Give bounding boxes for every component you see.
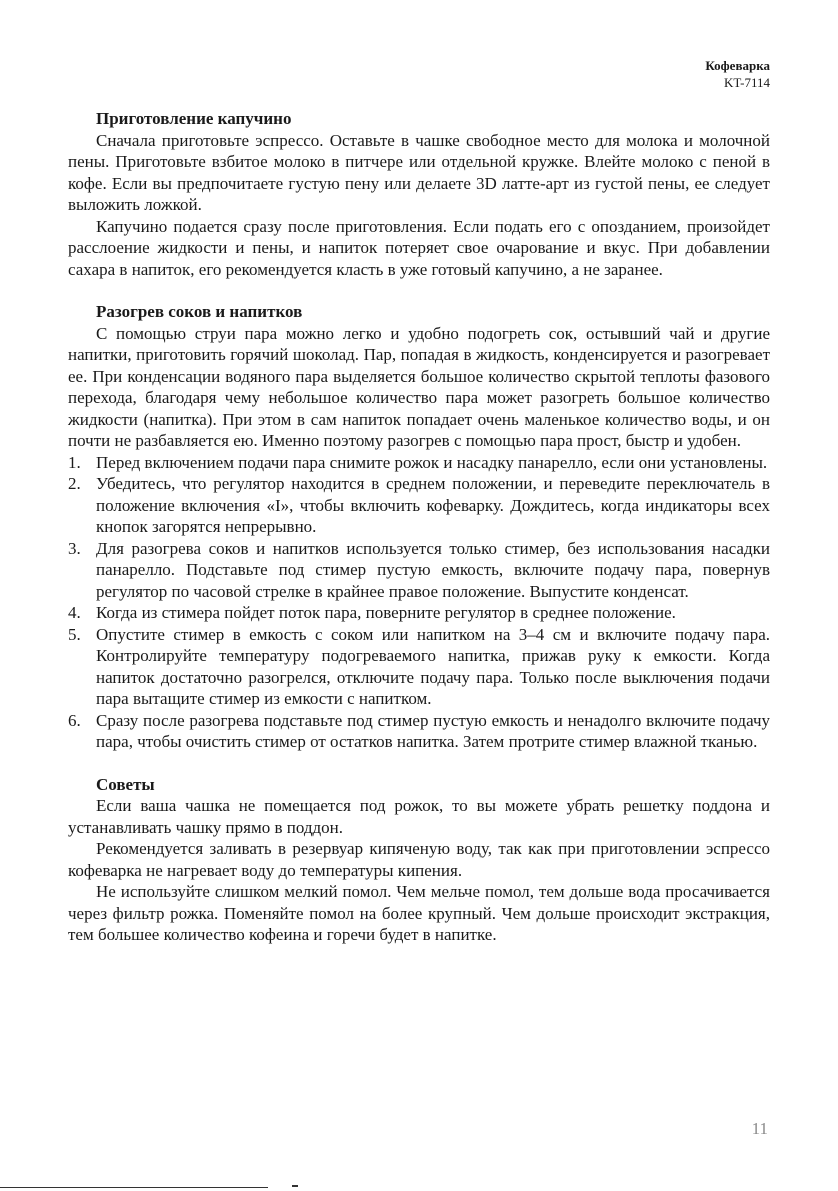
- list-text: Когда из стимера пойдет поток пара, поверните регулятор в среднее положение.: [96, 603, 676, 622]
- steps-list: [68, 452, 770, 753]
- footer-mark: [292, 1185, 298, 1187]
- document-body: [68, 108, 770, 967]
- paragraph: Рекомендуется заливать в резервуар кипяченую воду, так как при приготовлении эспрессо кофеварка не нагревает воду до температуры кипения.: [68, 839, 770, 880]
- page-number: 11: [751, 1119, 768, 1138]
- model-number: KT-7114: [724, 75, 770, 90]
- product-title: Кофеварка: [705, 58, 770, 73]
- section-heating: [68, 301, 770, 753]
- paragraph: Капучино подается сразу после приготовления. Если подать его с опозданием, произойдет расслоение жидкости и пены, и напиток потеряет свое очарование и вкус. При добавлении сахара в напиток, его рекомендуется класть в уже готовый капучино, а не заранее.: [68, 216, 770, 279]
- section-heading: Приготовление капучино: [96, 109, 292, 128]
- page-header: [705, 57, 770, 91]
- list-text: Перед включением подачи пара снимите рожок и насадку панарелло, если они установлены.: [96, 452, 768, 472]
- paragraph: Если ваша чашка не помещается под рожок, то вы можете убрать решетку поддона и устанавливать чашку прямо в поддон.: [68, 796, 770, 837]
- list-number: 4.: [68, 603, 81, 622]
- list-number: 5.: [68, 624, 81, 644]
- section-cappuccino: [68, 108, 770, 280]
- list-text: Для разогрева соков и напитков используется только стимер, без использования насадки панарелло. Подставьте под стимер пустую емкость, включите подачу пара, повернув регулятор по часовой стрелке в крайнее правое положение. Выпустите конденсат.: [96, 538, 770, 601]
- list-item: [68, 452, 770, 474]
- list-item: [68, 473, 770, 538]
- list-number: 6.: [68, 710, 81, 730]
- list-number: 2.: [68, 474, 81, 493]
- list-text: Сразу после разогрева подставьте под стимер пустую емкость и ненадолго включите подачу пара, чтобы очистить стимер от остатков напитка. Затем протрите стимер влажной тканью.: [96, 710, 770, 751]
- list-text: Убедитесь, что регулятор находится в среднем положении, и переведите переключатель в положение включения «I», чтобы включить кофеварку. Дождитесь, когда индикаторы всех кнопок загорятся непрерывно.: [96, 474, 770, 536]
- list-number: 1.: [68, 452, 81, 472]
- paragraph: Сначала приготовьте эспрессо. Оставьте в чашке свободное место для молока и молочной пены. Приготовьте взбитое молоко в питчере или отдельной кружке. Влейте молоко с пеной в кофе. Если вы предпочитаете густую пену или делаете 3D латте-арт из густой пены, ее следует выложить ложкой.: [68, 130, 770, 214]
- section-heading: Разогрев соков и напитков: [96, 302, 303, 321]
- list-item: [68, 602, 770, 624]
- list-item: [68, 624, 770, 710]
- footer-divider: [0, 1187, 268, 1188]
- list-number: 3.: [68, 538, 81, 558]
- section-heading: Советы: [96, 774, 155, 794]
- list-text: Опустите стимер в емкость с соком или напитком на 3–4 см и включите подачу пара. Контролируйте температуру подогреваемого напитка, прижав руку к емкости. Когда напиток достаточно разогрелся, отключите подачу пара. Только после выключения подачи пара вытащите стимер из емкости с напитком.: [96, 624, 770, 708]
- paragraph: С помощью струи пара можно легко и удобно подогреть сок, остывший чай и другие напитки, приготовить горячий шоколад. Пар, попадая в жидкость, конденсируется и разогревает ее. При конденсации водяного пара выделяется большое количество скрытой теплоты фазового перехода, благодаря чему небольшое количество пара может разогреть большое количество жидкости (напитка). При этом в сам напиток попадает очень маленькое количество воды, и он почти не разбавляется ею. Именно поэтому разогрев с помощью пара прост, быстр и удобен.: [68, 323, 770, 450]
- paragraph: Не используйте слишком мелкий помол. Чем мельче помол, тем дольше вода просачивается через фильтр рожка. Поменяйте помол на более крупный. Чем дольше происходит экстракция, тем большее количество кофеина и горечи будет в напитке.: [68, 882, 770, 944]
- section-tips: [68, 774, 770, 946]
- list-item: [68, 710, 770, 753]
- list-item: [68, 538, 770, 603]
